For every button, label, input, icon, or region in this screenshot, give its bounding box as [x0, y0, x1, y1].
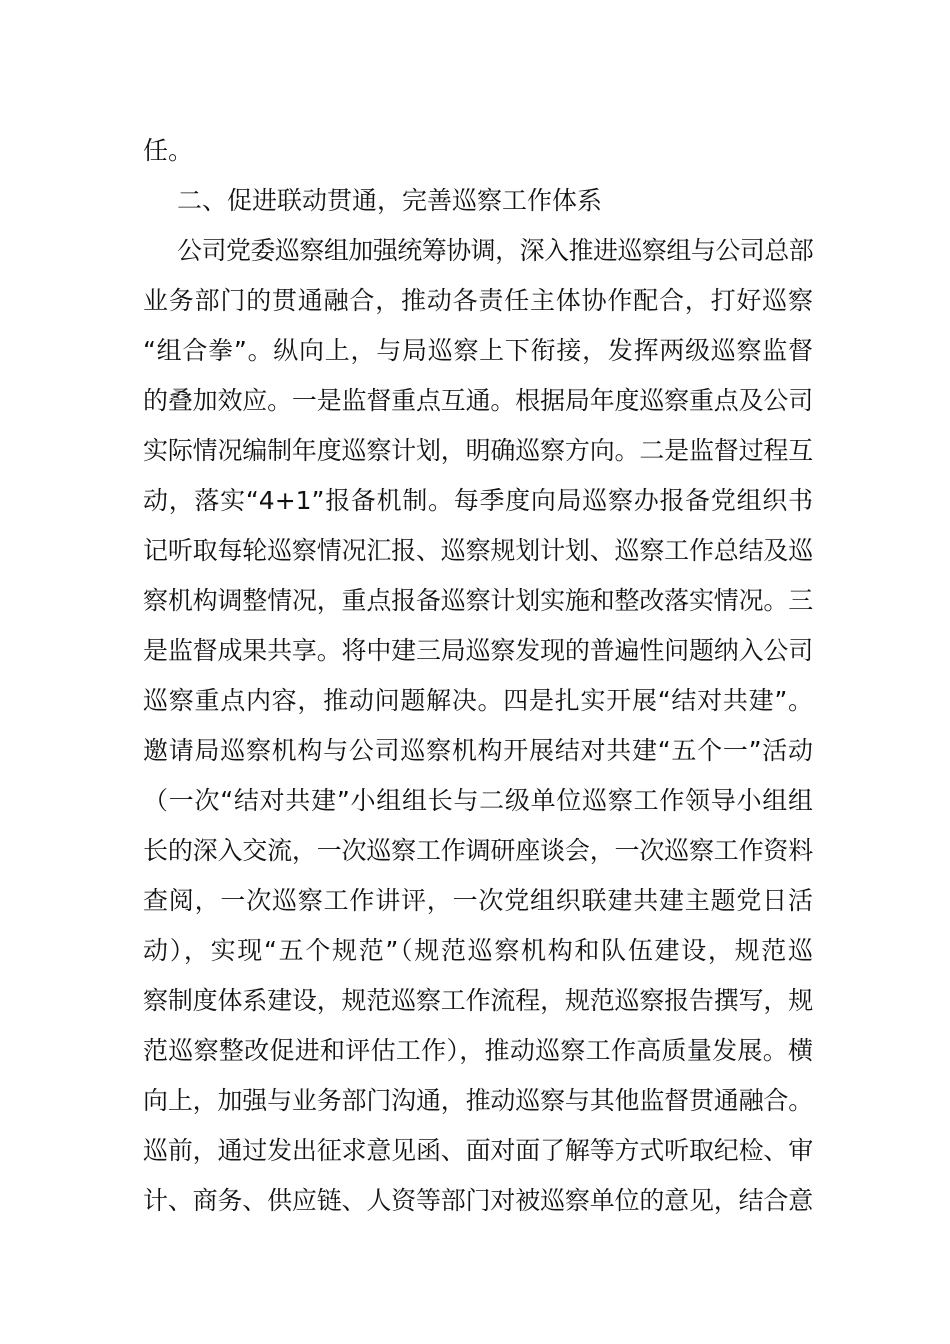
text-line: 范巡察整改促进和评估工作），推动巡察工作高质量发展。横 [143, 1036, 813, 1065]
text-line: 业务部门的贯通融合，推动各责任主体协作配合，打好巡察 [143, 286, 813, 315]
text-line: 的叠加效应。一是监督重点互通。根据局年度巡察重点及公司 [143, 386, 813, 415]
text-line: 计、商务、供应链、人资等部门对被巡察单位的意见，结合意 [143, 1186, 813, 1215]
text-line: 邀请局巡察机构与公司巡察机构开展结对共建“五个一”活动 [143, 736, 813, 765]
text-line: 察制度体系建设，规范巡察工作流程，规范巡察报告撰写，规 [143, 986, 813, 1015]
section-heading: 二、促进联动贯通，完善巡察工作体系 [177, 186, 603, 215]
text-line: 察机构调整情况，重点报备巡察计划实施和整改落实情况。三 [143, 586, 813, 615]
text-line: 长的深入交流，一次巡察工作调研座谈会，一次巡察工作资料 [143, 836, 813, 865]
text-line: 实际情况编制年度巡察计划，明确巡察方向。二是监督过程互 [143, 436, 813, 465]
text-line: 动，落实“4+1”报备机制。每季度向局巡察办报备党组织书 [143, 486, 813, 515]
text-line: 记听取每轮巡察情况汇报、巡察规划计划、巡察工作总结及巡 [143, 536, 813, 565]
text-line: 查阅，一次巡察工作讲评，一次党组织联建共建主题党日活 [143, 886, 813, 915]
text-line: 向上，加强与业务部门沟通，推动巡察与其他监督贯通融合。 [143, 1086, 813, 1115]
text-line: 是监督成果共享。将中建三局巡察发现的普遍性问题纳入公司 [143, 636, 813, 665]
text-line: 巡前，通过发出征求意见函、面对面了解等方式听取纪检、审 [143, 1136, 813, 1165]
text-line: （一次“结对共建”小组组长与二级单位巡察工作领导小组组 [143, 786, 813, 815]
text-line: “组合拳”。纵向上，与局巡察上下衔接，发挥两级巡察监督 [143, 336, 813, 365]
text-line: 巡察重点内容，推动问题解决。四是扎实开展“结对共建”。 [143, 686, 813, 715]
text-line: 任。 [143, 136, 194, 165]
text-line: 动），实现“五个规范”（规范巡察机构和队伍建设，规范巡 [143, 936, 813, 965]
text-line: 公司党委巡察组加强统筹协调，深入推进巡察组与公司总部 [177, 236, 813, 265]
